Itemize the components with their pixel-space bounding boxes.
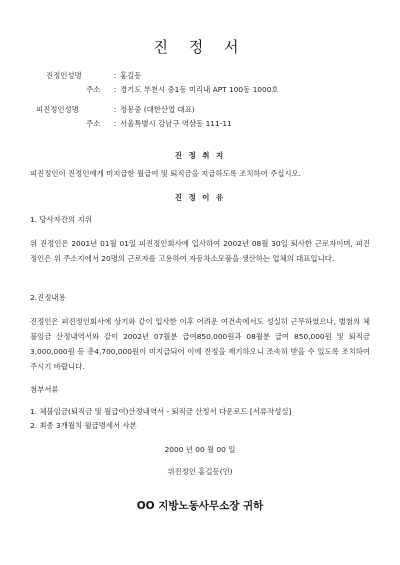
purpose-heading: 진 정 취 지 — [174, 151, 226, 160]
attachments-heading: 첨부서류 — [30, 385, 59, 394]
respondent-address-row: 주소 : 서울특별시 강남구 역삼동 111-11 — [86, 119, 232, 128]
respondent-name-value: 정몽중 (대한산업 대표) — [120, 105, 195, 114]
section-2-title: 2.진정내용 — [30, 293, 66, 302]
petitioner-name-label: 진정인성명 — [46, 71, 82, 80]
signature-line: 위진정인 홍길동(인) — [167, 467, 233, 476]
attachment-item-2: 2. 최종 3개월치 월급명세서 사본 — [30, 421, 137, 430]
petitioner-address-value: 경기도 부천시 중1동 미리내 APT 100동 1000호 — [120, 85, 279, 94]
petitioner-address-row: 주소 : 경기도 부천시 중1동 미리내 APT 100동 1000호 — [86, 85, 279, 94]
respondent-address-label: 주소 — [86, 119, 101, 128]
petitioner-name-row: 진정인성명 : 홍길동 — [46, 71, 142, 80]
petitioner-address-label: 주소 — [86, 85, 101, 94]
document-title: 진 정 서 — [153, 38, 247, 56]
respondent-address-value: 서울특별시 강남구 역삼동 111-11 — [120, 119, 232, 128]
section-1-title: 1. 당사자간의 지위 — [30, 215, 92, 224]
attachment-item-1: 1. 체불임금(퇴직금 및 월급여)산정내역서 - 퇴직금 산정서 다운로드 [서류작성실] — [30, 407, 292, 416]
date-line: 2000 년 00 월 00 일 — [164, 445, 236, 454]
purpose-text: 피진정인이 진정인에게 미지급한 월급여 및 퇴직금을 지급하도록 조치하여 주십시오. — [30, 169, 302, 178]
reason-heading: 진 정 이 유 — [174, 193, 226, 202]
respondent-name-label: 피진정인성명 — [36, 105, 79, 114]
section-1-text: 위 진정인은 2001년 01월 01일 피진정인회사에 입사하여 2002년 08월 30일 퇴사한 근로자이며, 피진정인은 위 주소지에서 20명의 근로자를 고용하여 자동차소모품을 생산하는 업체의 대표입니다. — [30, 239, 370, 263]
petitioner-name-value: 홍길동 — [120, 71, 142, 80]
respondent-name-row: 피진정인성명 : 정몽중 (대한산업 대표) — [36, 105, 195, 114]
section-2-text: 진정인은 피진정인회사에 상기와 같이 입사한 이후 어려운 여건속에서도 성실히 근무하였으나, 별첨의 체불임금 산정내역서와 같이 2002년 07월분 급여850,000원과 08월분 급여 850,000원 및 퇴직금 3,000,000원 등 총4,700,000원이 미지급되어 이에 진정을 제기하오니 조속히 받을 수 있도록 조치하여 주시기 바랍니다. — [30, 317, 370, 371]
addressee: OO 지방노동사무소장 귀하 — [136, 500, 264, 512]
